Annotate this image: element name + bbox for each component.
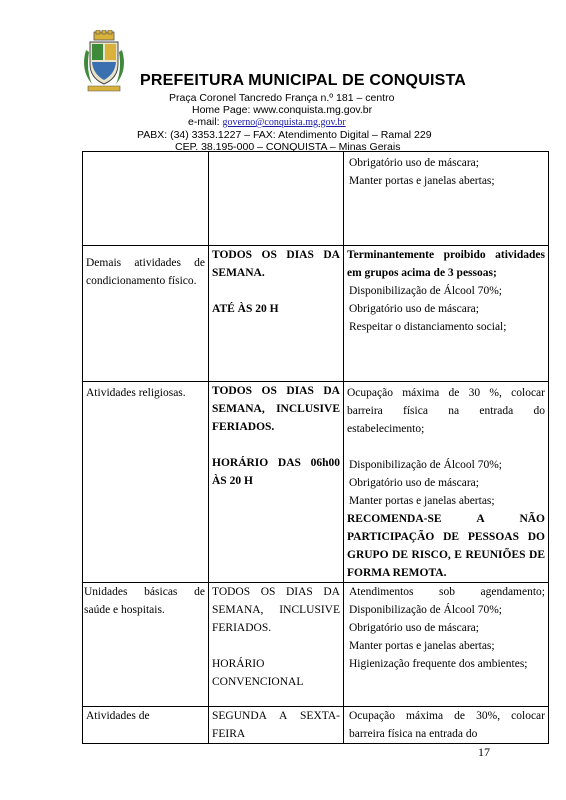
rules-cell xyxy=(344,246,549,382)
rule-item: Obrigatório uso de máscara; xyxy=(349,157,479,169)
schedule-cell xyxy=(209,246,344,382)
schedule-cell xyxy=(209,707,344,744)
schedule-cell xyxy=(209,382,344,583)
rules-cell xyxy=(344,152,549,246)
schedule-cell xyxy=(209,583,344,707)
activity-name: Atividades de xyxy=(86,710,150,722)
rule-item: Disponibilização de Álcool 70%; xyxy=(349,604,502,616)
table-row xyxy=(83,707,549,744)
rules-cell xyxy=(344,583,549,707)
municipal-crest-icon xyxy=(80,30,128,94)
activity-cell xyxy=(83,246,209,382)
header-phones: PABX: (34) 3353.1227 – FAX: Atendimento Digital – Ramal 229 xyxy=(137,129,432,141)
header-homepage: Home Page: www.conquista.mg.gov.br xyxy=(192,104,373,116)
rule-item: Disponibilização de Álcool 70%; xyxy=(349,285,502,297)
schedule-days: TODOS OS DIAS DA SEMANA. xyxy=(212,249,340,279)
rule-item: Respeitar o distanciamento social; xyxy=(349,321,507,333)
schedule-days: TODOS OS DIAS DA SEMANA, INCLUSIVE FERIADOS. xyxy=(212,586,340,634)
schedule-hours: HORÁRIO DAS 06h00 ÀS 20 H xyxy=(212,457,340,487)
rule-bold: Terminantemente proibido atividades em grupos acima de 3 pessoas; xyxy=(347,249,545,279)
rule-item: Manter portas e janelas abertas; xyxy=(349,640,495,652)
rule-item: Atendimentos sob agendamento; xyxy=(349,586,545,598)
header-title: PREFEITURA MUNICIPAL DE CONQUISTA xyxy=(140,72,467,89)
rule-item: Ocupação máxima de 30 %, colocar barreira física na entrada do estabelecimento; xyxy=(347,387,545,435)
activity-cell xyxy=(83,707,209,744)
rule-item: Higienização frequente dos ambientes; xyxy=(349,658,528,670)
activity-cell xyxy=(83,152,209,246)
rule-item: Obrigatório uso de máscara; xyxy=(349,477,479,489)
header-cep: CEP. 38.195-000 – CONQUISTA – Minas Gerais xyxy=(175,141,401,153)
activity-cell xyxy=(83,583,209,707)
schedule-cell xyxy=(209,152,344,246)
rule-item: Disponibilização de Álcool 70%; xyxy=(349,459,502,471)
rule-item: Manter portas e janelas abertas; xyxy=(349,175,495,187)
email-link[interactable]: governo@conquista.mg.gov.br xyxy=(222,117,346,128)
table-row xyxy=(83,382,549,583)
activity-name: Unidades básicas de saúde e hospitais. xyxy=(84,586,205,616)
rule-item: Obrigatório uso de máscara; xyxy=(349,622,479,634)
rule-item: Ocupação máxima de 30%, colocar barreira física na entrada do xyxy=(349,710,545,740)
activity-name: Atividades religiosas. xyxy=(86,387,186,399)
rules-cell xyxy=(344,707,549,744)
activity-cell xyxy=(83,382,209,583)
table-row xyxy=(83,246,549,382)
header-address: Praça Coronel Tancredo França n.º 181 – centro xyxy=(169,92,395,104)
rule-bold: RECOMENDA-SE A NÃO PARTICIPAÇÃO DE PESSOAS DO GRUPO DE RISCO, E REUNIÕES DE FORMA REMOTA. xyxy=(347,513,545,579)
schedule-hours: HORÁRIO CONVENCIONAL xyxy=(212,658,304,688)
rule-item: Manter portas e janelas abertas; xyxy=(349,495,495,507)
table-row xyxy=(83,583,549,707)
letterhead xyxy=(0,0,566,152)
schedule-days: SEGUNDA A SEXTA-FEIRA xyxy=(212,710,340,740)
header-email xyxy=(188,116,346,128)
rule-item: Obrigatório uso de máscara; xyxy=(349,303,479,315)
schedule-days: TODOS OS DIAS DA SEMANA, INCLUSIVE FERIADOS. xyxy=(212,385,340,433)
rules-cell xyxy=(344,382,549,583)
page-number: 17 xyxy=(478,745,490,759)
email-label: e-mail: xyxy=(188,116,223,128)
table-row xyxy=(83,152,549,246)
activity-name: Demais atividades de condicionamento físico. xyxy=(86,257,205,287)
activities-table xyxy=(82,151,549,744)
schedule-hours: ATÉ ÀS 20 H xyxy=(212,303,279,315)
